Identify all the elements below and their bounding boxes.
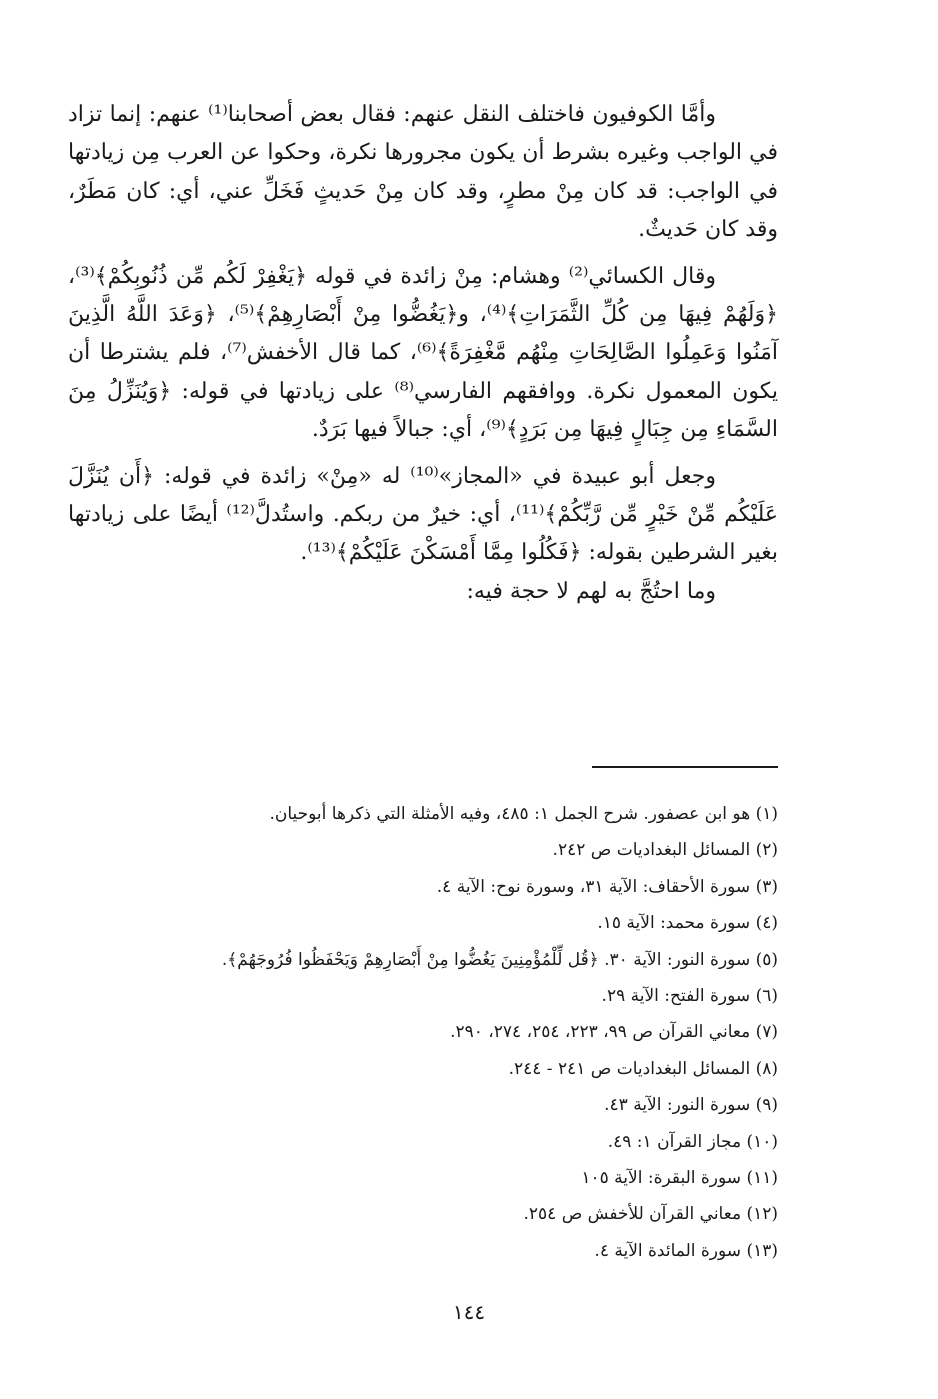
paragraph: وأمَّا الكوفيون فاختلف النقل عنهم: فقال بعض أصحابنا⁽¹⁾ عنهم: إنما تزاد في الواجب وغيره بشرط أن يكون مجرورها نكرة، وحكوا عن العرب مِن زيادتها في الواجب: قد كان مِنْ مطرٍ، وقد كان مِنْ حَديثٍ فَخَلِّ عني، أي: كان مَطَرٌ، وقد كان حَديثٌ. bbox=[68, 102, 778, 243]
footnote: (١٣) سورة المائدة الآية ٤. bbox=[594, 1240, 778, 1261]
paragraph: وجعل أبو عبيدة في «المجاز»⁽¹⁰⁾ له «مِنْ» زائدة في قوله: ﴿أَن يُنَزَّلَ عَلَيْكُم مِّنْ خَيْرٍ مِّن رَّبِّكُمْ﴾⁽¹¹⁾، أي: خيرٌ من ربكم. واستُدلَّ⁽¹²⁾ أيضًا على زيادتها بغير الشرطين بقوله: ﴿فَكُلُوا مِمَّا أَمْسَكْنَ عَلَيْكُمْ﴾⁽¹³⁾. bbox=[68, 463, 778, 566]
footnote: (١٢) معاني القرآن للأخفش ص ٢٥٤. bbox=[523, 1204, 778, 1225]
paragraph: وما احتُجَّ به لهم لا حجة فيه: bbox=[466, 578, 716, 604]
main-text bbox=[68, 96, 778, 611]
footnote: (٥) سورة النور: الآية ٣٠. ﴿قُل لِّلْمُؤْمِنِينَ يَغُضُّوا مِنْ أَبْصَارِهِمْ وَيَحْفَظُوا فُرُوجَهُمْ﴾. bbox=[221, 949, 778, 970]
footnote: (٤) سورة محمد: الآية ١٥. bbox=[597, 913, 778, 934]
footnote: (٩) سورة النور: الآية ٤٣. bbox=[604, 1095, 778, 1116]
footnote: (٨) المسائل البغداديات ص ٢٤١ - ٢٤٤. bbox=[508, 1058, 778, 1079]
footnote: (٦) سورة الفتح: الآية ٢٩. bbox=[601, 986, 778, 1007]
footnote: (٧) معاني القرآن ص ٩٩، ٢٢٣، ٢٥٤، ٢٧٤، ٢٩٠. bbox=[450, 1022, 778, 1043]
paragraph: وقال الكسائي⁽²⁾ وهشام: مِنْ زائدة في قوله ﴿يَغْفِرْ لَكُم مِّن ذُنُوبِكُمْ﴾⁽³⁾، ﴿وَلَهُمْ فِيهَا مِن كُلِّ الثَّمَرَاتِ﴾⁽⁴⁾، و﴿يَغُضُّوا مِنْ أَبْصَارِهِمْ﴾⁽⁵⁾، ﴿وَعَدَ اللَّهُ الَّذِينَ آمَنُوا وَعَمِلُوا الصَّالِحَاتِ مِنْهُم مَّغْفِرَةً﴾⁽⁶⁾، كما قال الأخفش⁽⁷⁾، فلم يشترطا أن يكون المعمول نكرة. ووافقهم الفارسي⁽⁸⁾ على زيادتها في قوله: ﴿وَيُنَزِّلُ مِنَ السَّمَاءِ مِن جِبَالٍ فِيهَا مِن بَرَدٍ﴾⁽⁹⁾، أي: جبالاً فيها بَرَدٌ. bbox=[68, 263, 779, 443]
footnote: (١) هو ابن عصفور. شرح الجمل ١: ٤٨٥، وفيه الأمثلة التي ذكرها أبوحيان. bbox=[269, 804, 778, 824]
footnote: (١١) سورة البقرة: الآية ١٠٥ bbox=[581, 1168, 778, 1189]
footnote-separator bbox=[592, 766, 778, 768]
footnotes bbox=[138, 796, 778, 1269]
footnote: (٣) سورة الأحقاف: الآية ٣١، وسورة نوح: الآية ٤. bbox=[436, 876, 778, 897]
footnote: (١٠) مجاز القرآن ١: ٤٩. bbox=[607, 1131, 778, 1152]
footnote: (٢) المسائل البغداديات ص ٢٤٢. bbox=[552, 840, 778, 861]
page-number: ١٤٤ bbox=[452, 1300, 486, 1324]
